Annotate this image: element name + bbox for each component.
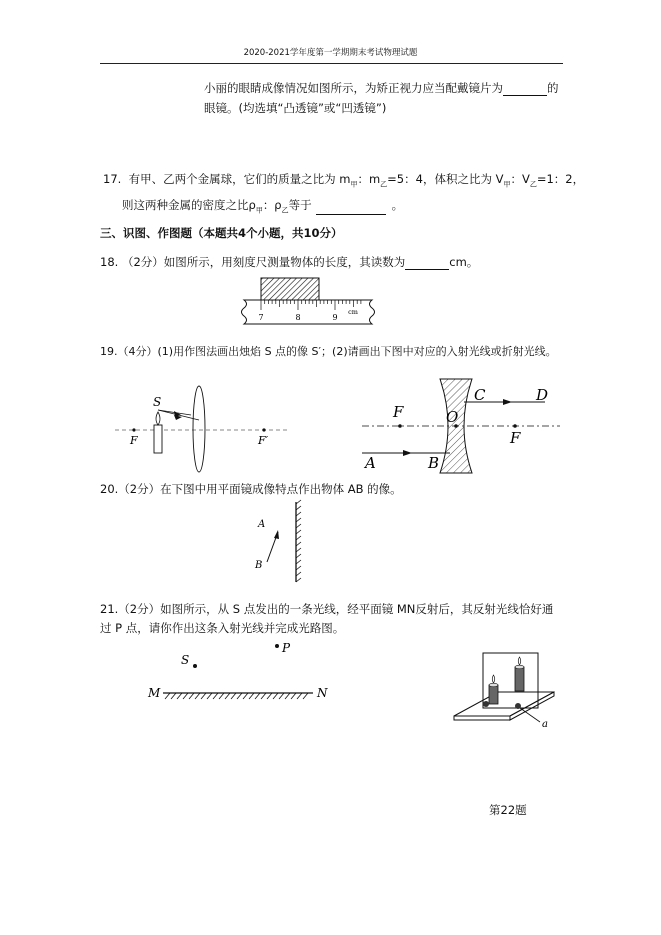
label-f-left: F [393,403,404,421]
label-f-right: F [510,429,521,447]
stand-left [483,701,489,707]
label-p: P [282,641,291,655]
focus-left [398,424,402,428]
ruler-unit-label: cm [348,308,358,316]
figure-22-caption: 第22题 [489,803,527,817]
measured-object [261,278,319,300]
object-arrowhead [274,530,279,539]
focus-right [513,424,517,428]
q21-line2: 过 P 点，请你作出这条入射光线并完成光路图。 [100,621,345,635]
label-b: B [255,560,263,571]
q20-text: 20.（2分）在下图中用平面镜成像特点作出物体 AB 的像。 [100,482,402,496]
point-p [275,644,279,648]
candle-back-top [515,665,524,669]
tick-label-8: 8 [295,313,301,322]
label-b: B [428,454,440,472]
q16-line1: 小丽的眼睛成像情况如图所示，为矫正视力应当配戴镜片为 的 [204,81,559,95]
q21-line1: 21.（2分）如图所示，从 S 点发出的一条光线，经平面镜 MN反射后，其反射光线恰好通 [100,602,554,616]
q16-line2: 眼镜。(均选填“凸透镜”或“凹透镜”) [204,101,387,115]
tick-label-7: 7 [258,313,264,322]
header-rule [100,63,563,64]
label-a: a [542,719,548,730]
arrow-ab [403,450,412,456]
q17-line1: 17. 有甲、乙两个金属球，它们的质量之比为 $m_甲$：$m_乙=5$：4，体积之比为 $V_甲$：$V_乙=1$：2， [103,172,585,189]
mirror-hatching [296,500,301,582]
q17-answer-blank[interactable] [316,201,386,215]
candle-front-flame [492,675,495,683]
label-d: D [536,386,549,404]
convex-lens-candle-diagram [115,375,295,475]
pointer-a [520,708,540,722]
candle-front [489,685,498,704]
point-s [193,664,197,668]
q19-text: 19.（4分）(1)用作图法画出烛焰 S 点的像 S′；(2)请画出下图中对应的入射光线或折射光线。 [100,345,557,358]
convex-lens [193,386,205,472]
focus-right [262,428,265,431]
tick-label-9: 9 [332,313,338,322]
label-c: C [474,386,486,404]
arrow-cd [503,399,512,405]
candle-flame [156,412,160,425]
ruler-diagram [238,274,378,332]
label-f-prime: F′ [258,434,269,447]
candle-front-top [489,683,498,687]
q18-text: 18. （2分）如图所示，用刻度尺测量物体的长度，其读数为 cm。 [100,255,479,269]
q18-answer-blank[interactable] [405,256,449,270]
focus-left [132,428,135,431]
mirror-mn-hatching [165,693,308,699]
label-f-left: F [130,434,138,447]
label-a: A [258,519,266,530]
candle-back-flame [518,657,521,665]
candle [154,425,162,453]
label-a: A [365,454,376,472]
label-n: N [317,686,328,700]
label-s: S [153,395,162,409]
q16-answer-blank[interactable] [503,82,547,96]
q17-line2: 则这两种金属的密度之比$\rho_甲$：$\rho_乙$等于 。 [122,198,404,215]
label-s: S [181,653,190,667]
concave-lens-diagram [360,375,565,475]
table-edge-front [454,716,510,720]
page-header: 2020-2021学年度第一学期期末考试物理试题 [243,48,418,58]
section-3-title: 三、识图、作图题（本题共4个小题，共10分） [100,226,343,240]
plane-mirror-diagram [250,498,310,586]
candle-back [515,667,524,691]
label-o: O [446,408,459,426]
label-m: M [148,686,161,700]
mirror-mn-diagram [143,637,333,707]
glass-plate-candles-diagram [448,652,558,730]
